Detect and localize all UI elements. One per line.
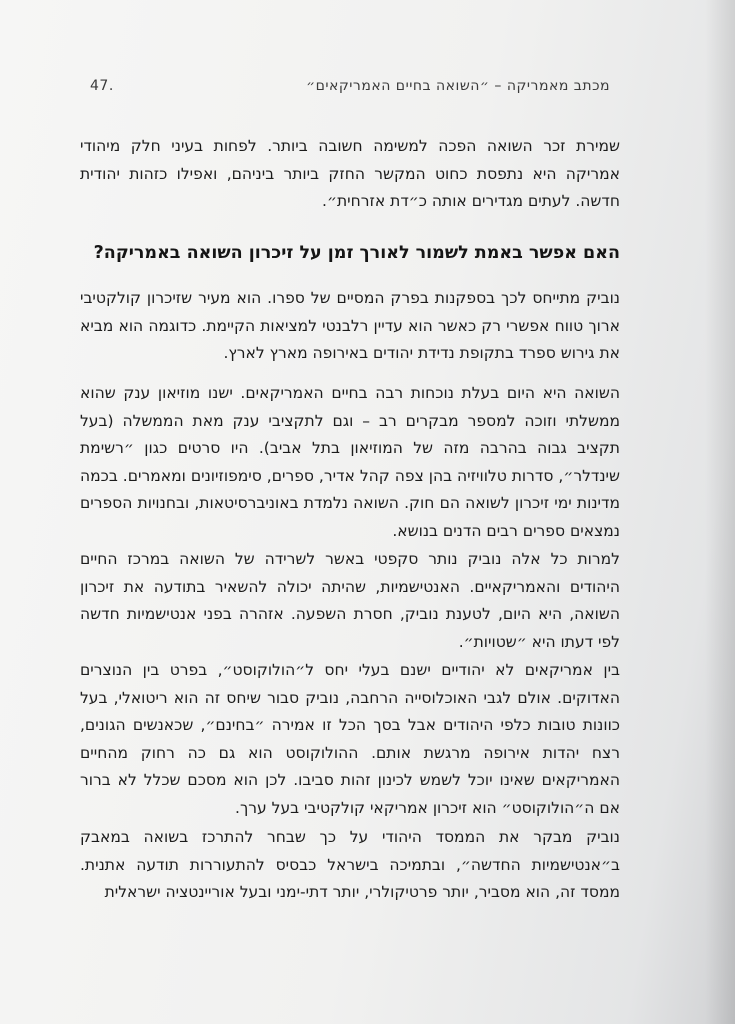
- paragraph-6: נוביק מבקר את הממסד היהודי על כך שבחר להתרכז בשואה במאבק ב״אנטישמיות החדשה״, ובתמיכה בישראל כבסיס להתעוררות תודעה אתנית. ממסד זה, הוא מסביר, יותר פרטיקולרי, יותר דתי-ימני ובעל אוריינטציה ישראלית: [80, 828, 620, 901]
- running-header: [90, 78, 610, 102]
- paragraph-5: בין אמריקאים לא יהודיים ישנם בעלי יחס ל״הולוקוסט״, בפרט בין הנוצרים האדוקים. אולם לגבי האוכלוסייה הרחבה, נוביק סבור שיחס זה הוא ריטואלי, בעל כוונות טובות כלפי היהודים אבל בסך הכל זו אמירה ״בחינם״, שכאנשים הגונים, רצח יהדות אירופה מרגשת אותם. ההולוקוסט הוא גם כה רחוק מהחיים האמריקאים שאינו יוכל לשמש לכינון זהות סביבו. לכן הוא מסכם שכלל לא ברור אם ה״הולוקוסט״ הוא זיכרון אמריקאי קולקטיבי בעל ערך.: [80, 661, 620, 817]
- paragraph-1: שמירת זכר השואה הפכה למשימה חשובה ביותר. לפחות בעיני חלק מיהודי אמריקה היא נתפסת כחוט המקשר החזק ביותר ביניהם, ואפילו כזהות יהודית חדשה. לעתים מגדירים אותה כ״דת אזרחית״.: [80, 137, 620, 210]
- section-heading: האם אפשר באמת לשמור לאורך זמן על זיכרון השואה באמריקה?: [93, 243, 620, 263]
- paragraph-4: למרות כל אלה נוביק נותר סקפטי באשר לשרידה של השואה במרכז החיים היהודים והאמריקאיים. האנטישמיות, שהיתה יכולה להשאיר בתודעה את זיכרון השואה, היא היום, לטענת נוביק, חסרת השפעה. אזהרה בפני אנטישמיות חדשה לפי דעתו היא ״שטויות״.: [80, 550, 620, 651]
- page-gutter-shadow: [705, 0, 735, 1024]
- page-number: 47.: [90, 78, 114, 94]
- paragraph-3: השואה היא היום בעלת נוכחות רבה בחיים האמריקאים. ישנו מוזיאון ענק שהוא ממשלתי וזוכה למספר מבקרים רב – וגם לתקציבי ענק מאת הממשלה (בעל תקציב גבוה בהרבה מזה של המוזיאון בתל אביב). היו סרטים כגון ״רשימת שינדלר״, סדרות טלוויזיה בהן צפה קהל אדיר, ספרים, סימפוזיונים ומאמרים. בכמה מדינות ימי זיכרון לשואה הם חוק. השואה נלמדת באוניברסיטאות, ובחנויות הספרים נמצאים ספרים רבים הדנים בנושא.: [80, 384, 620, 540]
- paragraph-2: נוביק מתייחס לכך בספקנות בפרק המסיים של ספרו. הוא מעיר שזיכרון קולקטיבי ארוך טווח אפשרי רק כאשר הוא עדיין רלבנטי למציאות הקיימת. כדוגמה הוא מביא את גירוש ספרד בתקופת נדידת יהודים באירופה מארץ לארץ.: [80, 289, 620, 362]
- running-title: מכתב מאמריקה – ״השואה בחיים האמריקאים״: [306, 78, 610, 94]
